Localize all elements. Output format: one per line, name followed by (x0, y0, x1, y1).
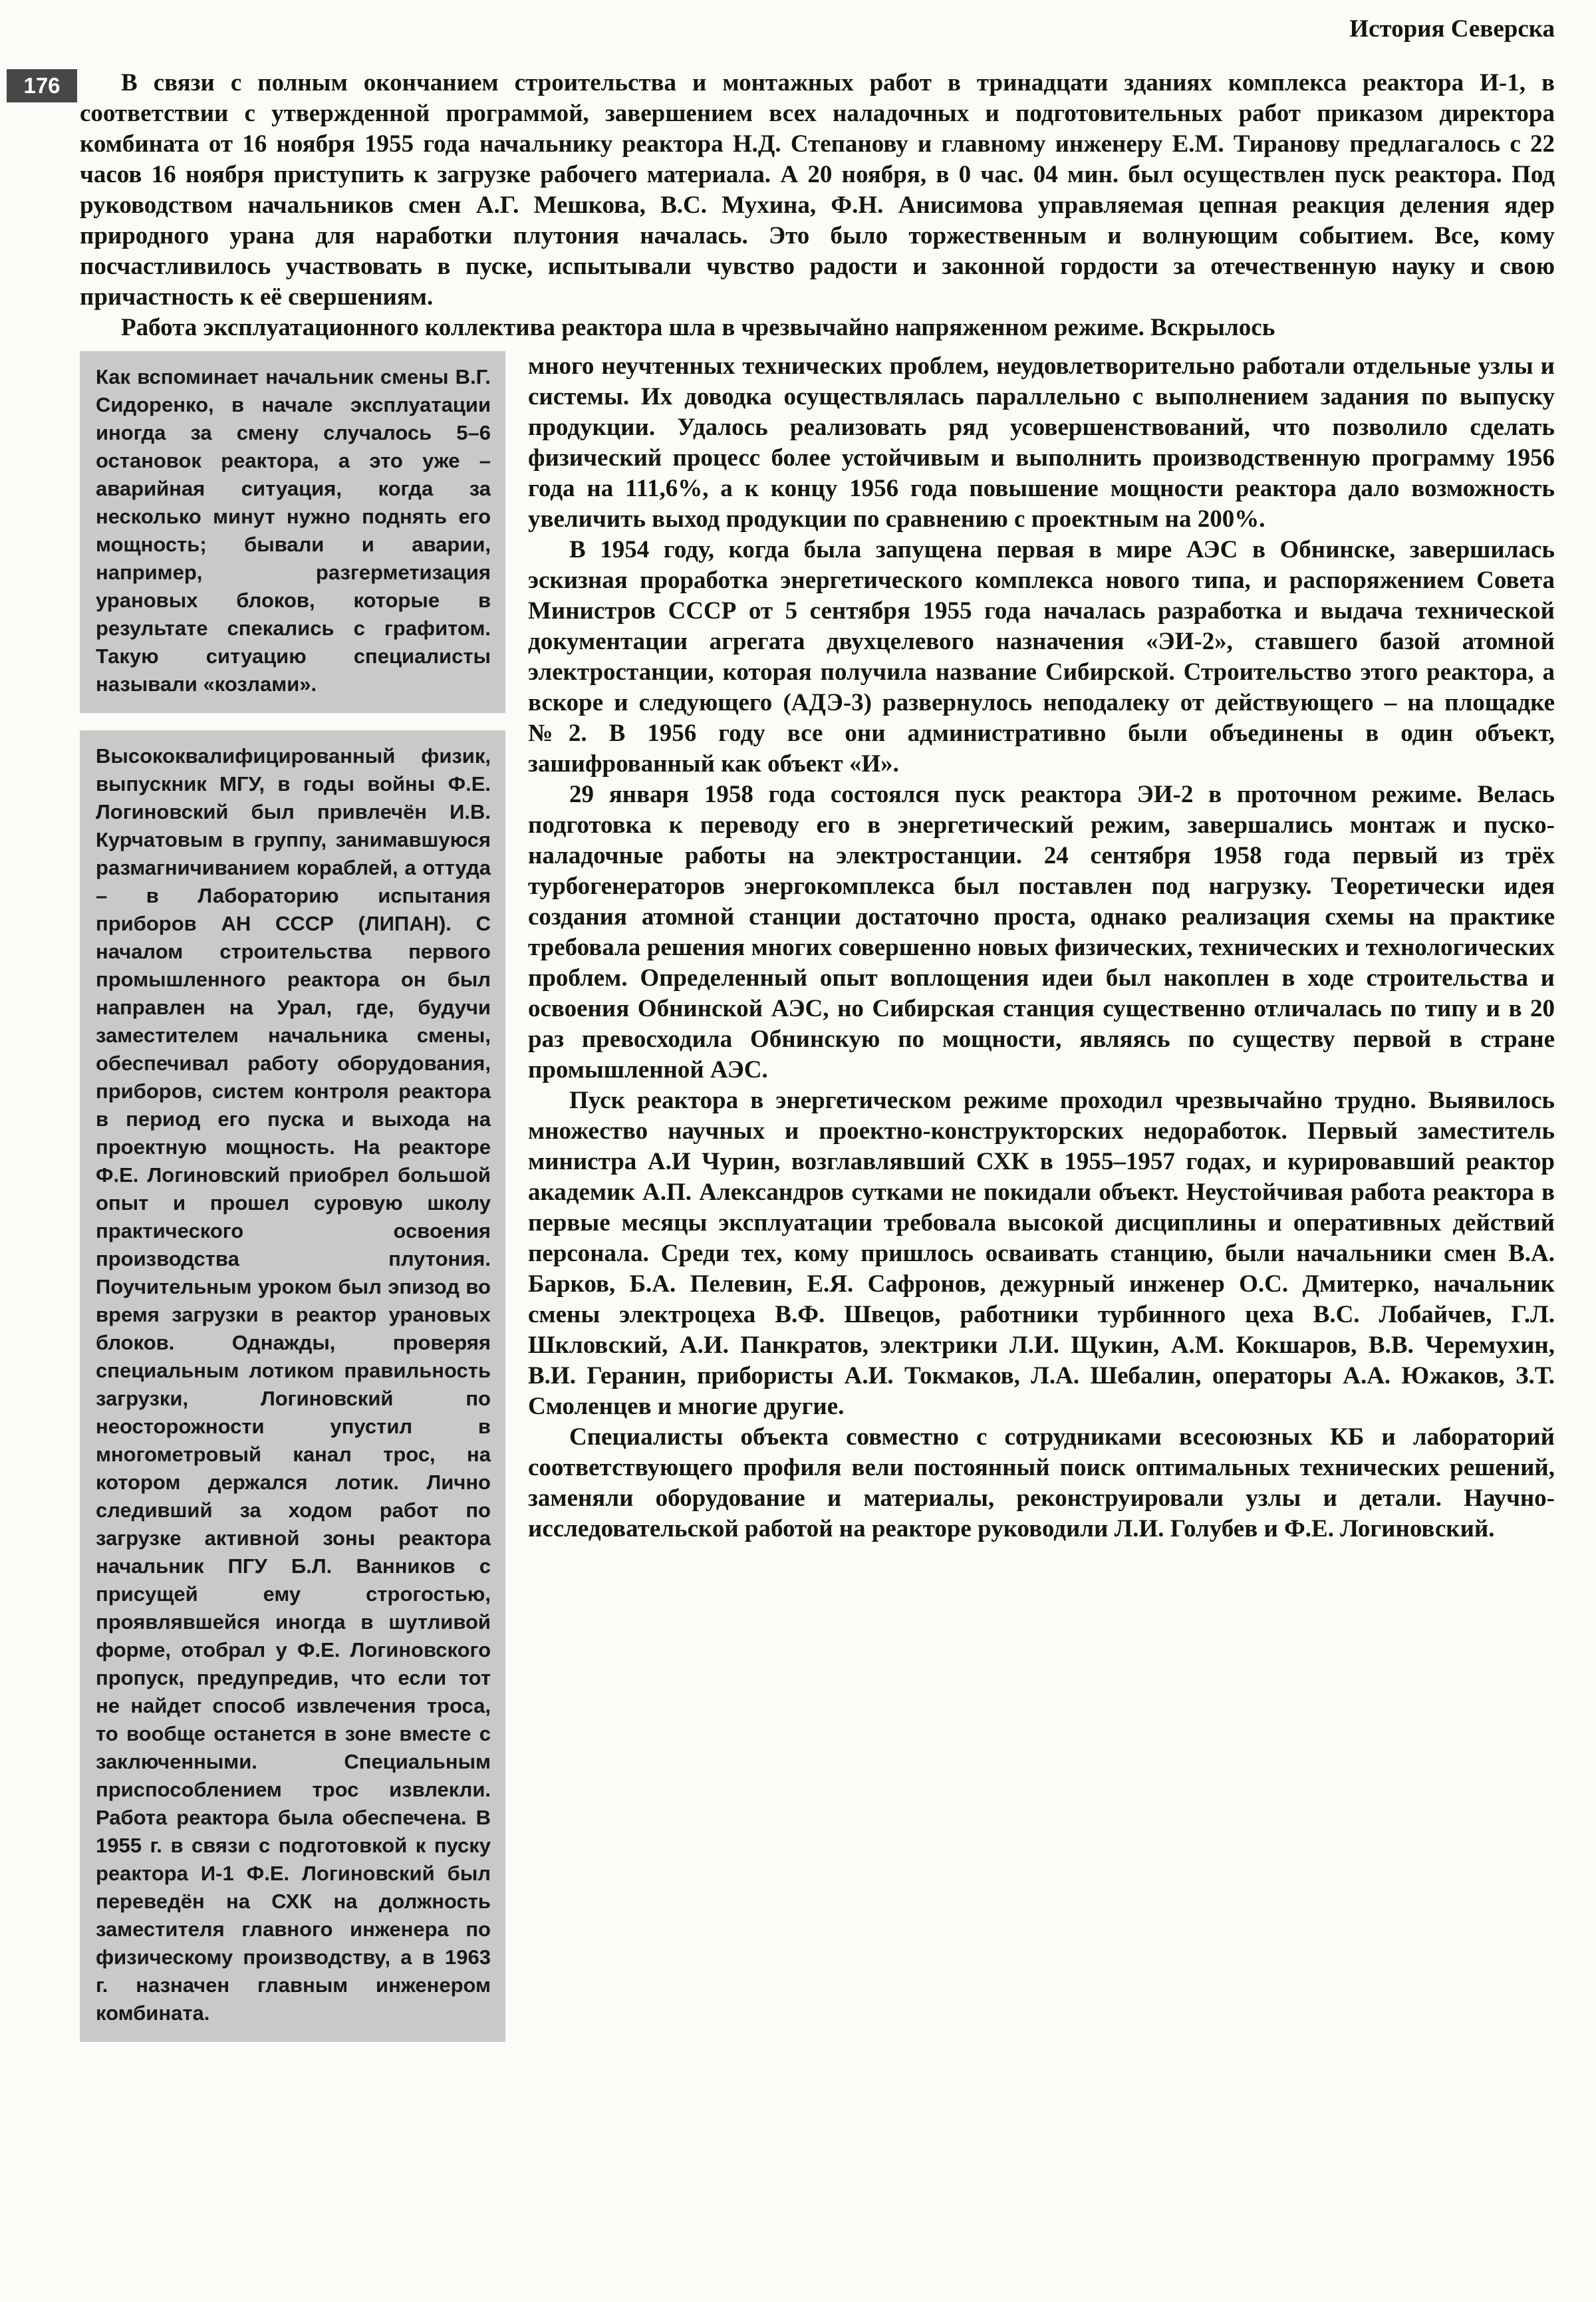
body-paragraph: 29 января 1958 года состоялся пуск реактора ЭИ-2 в проточном режиме. Велась подготовка к переводу его в энергетический режим, завершались монтаж и пуско-наладочные работы на электростанции. 24 сентября 1958 года первый из трёх турбогенераторов энергокомплекса был поставлен под нагрузку. Теоретически идея создания атомной станции достаточно проста, однако реализация схемы на практике требовала решения многих совершенно новых физических, технических и технологических проблем. Определенный опыт воплощения идеи был накоплен в ходе строительства и освоения Обнинской АЭС, но Сибирская станция существенно отличалась по типу и в 20 раз превосходила Обнинскую по мощности, являясь по существу первой в стране промышленной АЭС. (528, 781, 1555, 1083)
intro-paragraph: В связи с полным окончанием строительства и монтажных работ в тринадцати зданиях комплекса реактора И-1, в соответствии с утвержденной программой, завершением всех наладочных и подготовительных работ приказом директора комбината от 16 ноября 1955 года начальнику реактора Н.Д. Степанову и главному инженеру Е.М. Тиранову предлагалось с 22 часов 16 ноября приступить к загрузке рабочего материала. А 20 ноября, в 0 час. 04 мин. был осуществлен пуск реактора. Под руководством начальников смен А.Г. Мешкова, В.С. Мухина, Ф.Н. Анисимова управляемая цепная реакция деления ядер природного урана для наработки плутония началась. Это было торжественным и волнующим событием. Все, кому посчастливилось участвовать в пуске, испытывали чувство радости и законной гордости за отечественную науку и свою причастность к её свершениям. (80, 69, 1555, 311)
body-paragraph: Специалисты объекта совместно с сотрудниками всесоюзных КБ и лабораторий соответствующего профиля вели постоянный поиск оптимальных технических решений, заменяли оборудование и материалы, реконструировали узлы и детали. Научно-исследовательской работой на реакторе руководили Л.И. Голубев и Ф.Е. Логиновский. (528, 1423, 1555, 1542)
body-paragraph: Пуск реактора в энергетическом режиме проходил чрезвычайно трудно. Выявилось множество научных и проектно-конструкторских недоработок. Первый заместитель министра А.И Чурин, возглавлявший СХК в 1955–1957 годах, и курировавший реактор академик А.П. Александров сутками не покидали объект. Неустойчивая работа реактора в первые месяцы эксплуатации требовала высокой дисциплины и оперативных действий персонала. Среди тех, кому пришлось осваивать станцию, были начальники смен В.А. Барков, Б.А. Пелевин, Е.Я. Сафронов, дежурный инженер О.С. Дмитерко, начальник смены электроцеха В.Ф. Швецов, работники турбинного цеха В.С. Лобайчев, Г.Л. Шкловский, А.И. Панкратов, электрики Л.И. Щукин, А.М. Кокшаров, В.В. Черемухин, В.И. Геранин, прибористы А.И. Токмаков, Л.А. Шебалин, операторы А.А. Южаков, З.Т. Смоленцев и многие другие. (528, 1087, 1555, 1420)
sidebar-note-sidorenko (80, 351, 505, 713)
main-text-column (528, 351, 1555, 1544)
sidebar-note-text: Как вспоминает начальник смены В.Г. Сидоренко, в начале эксплуатации иногда за смену случалось 5–6 остановок реактора, а это уже – аварийная ситуация, когда за несколько минут нужно поднять его мощность; бывали и аварии, например, разгерметизация урановых блоков, которые в результате спекались с графитом. Такую ситуацию специалисты называли «козлами». (96, 365, 491, 696)
page-number-badge (7, 69, 77, 102)
lead-paragraph-line: Работа эксплуатационного коллектива реактора шла в чрезвычайно напряженном режиме. Вскрылось (121, 314, 1275, 341)
two-column-region (80, 351, 1555, 2042)
page-number: 176 (23, 73, 61, 98)
sidebar-column (80, 351, 505, 2042)
sidebar-note-text: Высококвалифицированный физик, выпускник МГУ, в годы войны Ф.Е. Логиновский был привлечён И.В. Курчатовым в группу, занимавшуюся размагничиванием кораблей, а оттуда – в Лабораторию испытания приборов АН СССР (ЛИПАН). С началом строительства первого промышленного реактора он был направлен на Урал, где, будучи заместителем начальника смены, обеспечивал работу оборудования, приборов, систем контроля реактора в период его пуска и выхода на проектную мощность. На реакторе Ф.Е. Логиновский приобрел большой опыт и прошел суровую школу практического освоения производства плутония. Поучительным уроком был эпизод во время загрузки в реактор урановых блоков. Однажды, проверяя специальным лотиком правильность загрузки, Логиновский по неосторожности упустил в многометровый канал трос, на котором держался лотик. Лично следивший за ходом работ по загрузке активной зоны реактора начальник ПГУ Б.Л. Ванников с присущей ему строгостью, проявлявшейся иногда в шутливой форме, отобрал у Ф.Е. Логиновского пропуск, предупредив, что если тот не найдет способ извлечения троса, то вообще останется в зоне вместе с заключенными. Специальным приспособлением трос извлекли. Работа реактора была обеспечена. В 1955 г. в связи с подготовкой к пуску реактора И-1 Ф.Е. Логиновский был переведён на СХК на должность заместителя главного инженера по физическому производству, а в 1963 г. назначен главным инженером комбината. (96, 744, 491, 2025)
body-paragraph: много неучтенных технических проблем, неудовлетворительно работали отдельные узлы и системы. Их доводка осуществлялась параллельно с выполнением задания по выпуску продукции. Удалось реализовать ряд усовершенствований, что позволило сделать физический процесс более устойчивым и выполнить производственную программу 1956 года на 111,6%, а к концу 1956 года повышение мощности реактора дало возможность увеличить выход продукции по сравнению с проектным на 200%. (528, 353, 1555, 533)
running-header: История Северска (1349, 15, 1555, 43)
sidebar-note-loginovsky (80, 730, 505, 2042)
body-paragraph: В 1954 году, когда была запущена первая в мире АЭС в Обнинске, завершилась эскизная проработка энергетического комплекса нового типа, и распоряжением Совета Министров СССР от 5 сентября 1955 года началась разработка и выдача технической документации агрегата двухцелевого назначения «ЭИ-2», ставшего базой атомной электростанции, которая получила название Сибирской. Строительство этого реактора, а вскоре и следующего (АДЭ-3) развернулось неподалеку от действующего – на площадке №2. В 1956 году все они административно были объединены в один объект, зашифрованный как объект «И». (528, 536, 1555, 778)
